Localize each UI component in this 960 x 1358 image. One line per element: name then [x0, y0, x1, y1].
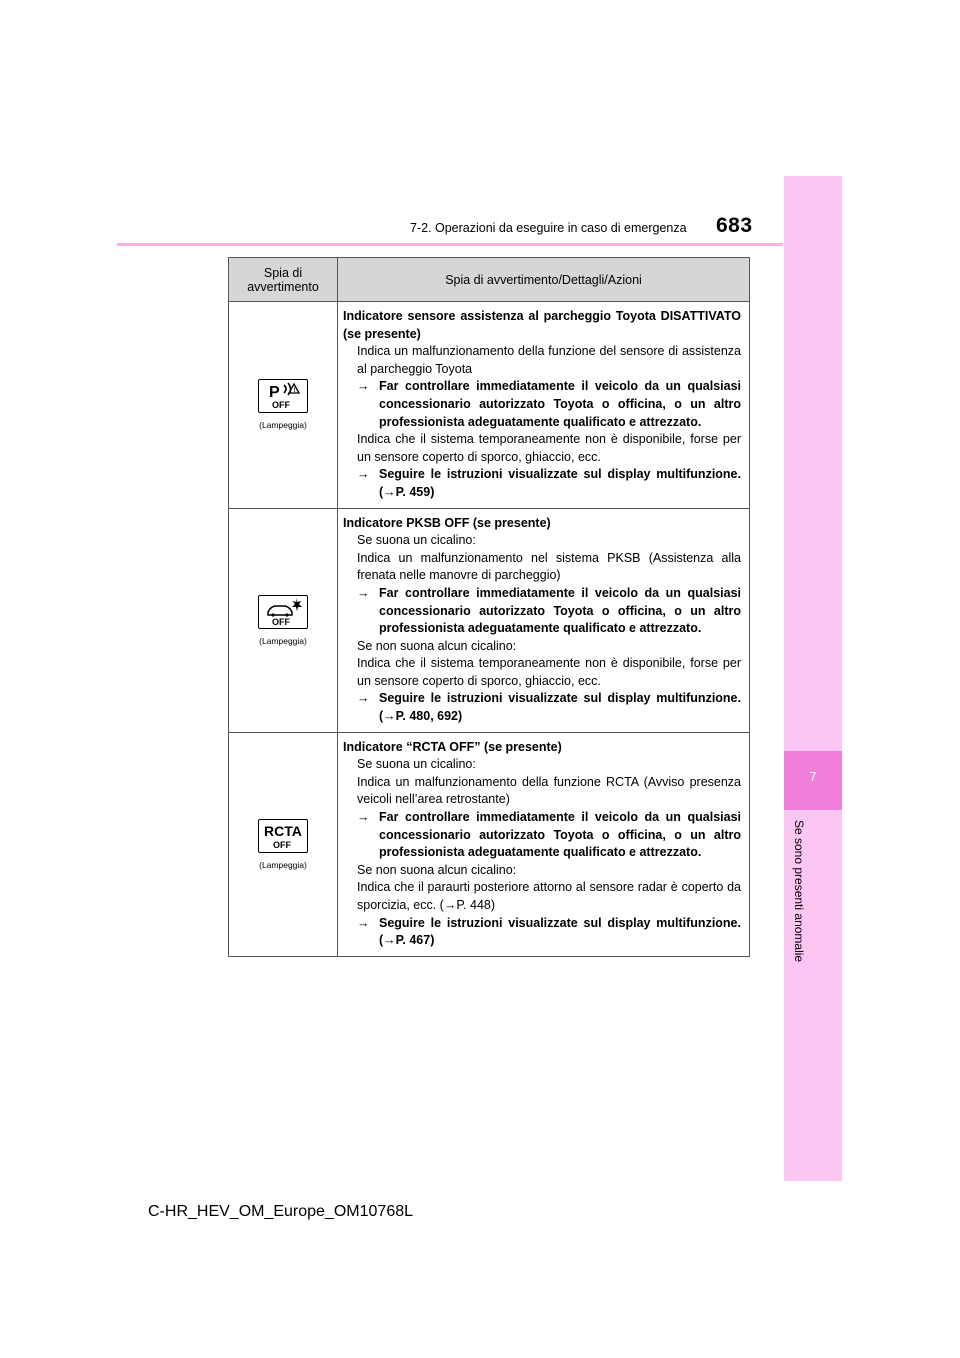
column-header-details: Spia di avvertimento/Dettagli/Azioni	[338, 258, 750, 302]
action-item	[343, 466, 741, 501]
action-text: Seguire le istruzioni visualizzate sul display multifunzione. (→P. 467)	[379, 915, 741, 948]
icon-cell	[229, 732, 338, 956]
icon-letter: P	[268, 384, 280, 402]
column-header-light: Spia di avvertimento	[229, 258, 338, 302]
arrow-icon: →	[357, 467, 370, 482]
icon-text: OFF	[271, 400, 290, 411]
action-text: Far controllare immediatamente il veicolo da un qualsiasi concessionario autorizzato Toyota o officina, o un altro professionista adeguatamente qualificato e attrezzato.	[379, 379, 741, 429]
header-rule	[117, 243, 783, 246]
icon-cell	[229, 302, 338, 509]
description: Indica un malfunzionamento nel sistema PKSB (Assistenza alla frenata nelle manovre di parcheggio)	[357, 550, 741, 583]
arrow-icon: →	[357, 585, 370, 600]
description: Indica che il sistema temporaneamente non è disponibile, forse per un sensore coperto di sporco, ghiaccio, ecc.	[357, 432, 741, 464]
condition: Se suona un cicalino:	[357, 757, 476, 772]
arrow-icon: →	[357, 810, 370, 825]
chapter-title: Se sono presenti anomalie	[792, 820, 806, 963]
svg-text:!: !	[293, 388, 295, 395]
icon-text-2: OFF	[272, 839, 291, 850]
condition: Se non suona alcun cicalino:	[357, 862, 517, 877]
icon-text: RCTA	[263, 822, 302, 839]
pksb-off-icon	[258, 595, 308, 629]
arrow-icon: →	[357, 915, 370, 930]
icon-text: OFF	[271, 616, 290, 627]
section-title: 7-2. Operazioni da eseguire in caso di emergenza	[410, 221, 687, 235]
condition: Se non suona alcun cicalino:	[357, 638, 517, 653]
table-row	[229, 302, 750, 509]
action-text: Far controllare immediatamente il veicolo da un qualsiasi concessionario autorizzato Toyota o officina, o un altro professionista adeguatamente qualificato e attrezzato.	[379, 810, 741, 860]
action-text: Far controllare immediatamente il veicolo da un qualsiasi concessionario autorizzato Toyota o officina, o un altro professionista adeguatamente qualificato e attrezzato.	[379, 585, 741, 636]
arrow-icon: →	[357, 379, 370, 394]
action-text: Seguire le istruzioni visualizzate sul display multifunzione. (→P. 459)	[379, 467, 741, 499]
action-text: Seguire le istruzioni visualizzate sul display multifunzione. (→P. 480, 692)	[379, 691, 741, 724]
indicator-title: Indicatore “RCTA OFF” (se presente)	[343, 739, 562, 754]
details-cell	[338, 508, 750, 732]
icon-label: (Lampeggia)	[259, 635, 307, 646]
parking-sensor-off-icon	[258, 379, 308, 413]
rcta-off-icon	[258, 819, 308, 853]
condition: Se suona un cicalino:	[357, 533, 476, 548]
action-item	[343, 915, 741, 950]
description: Indica un malfunzionamento della funzione del sensore di assistenza al parcheggio Toyota	[357, 344, 741, 376]
description: Indica che il paraurti posteriore attorno al sensore radar è coperto da sporcizia, ecc. (→P. 448)	[357, 880, 741, 912]
action-item	[343, 585, 741, 638]
page-number: 683	[716, 214, 753, 237]
chapter-number: 7	[809, 769, 817, 784]
indicator-title: Indicatore sensore assistenza al parcheggio Toyota DISATTIVATO (se presente)	[343, 309, 741, 341]
description: Indica un malfunzionamento della funzione RCTA (Avviso presenza veicoli nell’area retrostante)	[357, 774, 741, 807]
chapter-side-tab	[784, 176, 842, 1181]
table-header-row	[229, 258, 750, 302]
table-row	[229, 732, 750, 956]
action-item	[343, 809, 741, 862]
icon-cell	[229, 508, 338, 732]
warning-light-table	[228, 257, 750, 957]
document-code: C-HR_HEV_OM_Europe_OM10768L	[148, 1203, 414, 1220]
indicator-title: Indicatore PKSB OFF (se presente)	[343, 515, 551, 530]
description: Indica che il sistema temporaneamente non è disponibile, forse per un sensore coperto di sporco, ghiaccio, ecc.	[357, 656, 741, 688]
details-cell	[338, 732, 750, 956]
icon-label: (Lampeggia)	[259, 859, 307, 870]
arrow-icon: →	[357, 691, 370, 706]
icon-label: (Lampeggia)	[259, 420, 307, 431]
details-cell	[338, 302, 750, 509]
table-row	[229, 508, 750, 732]
action-item	[343, 690, 741, 725]
action-item	[343, 378, 741, 431]
